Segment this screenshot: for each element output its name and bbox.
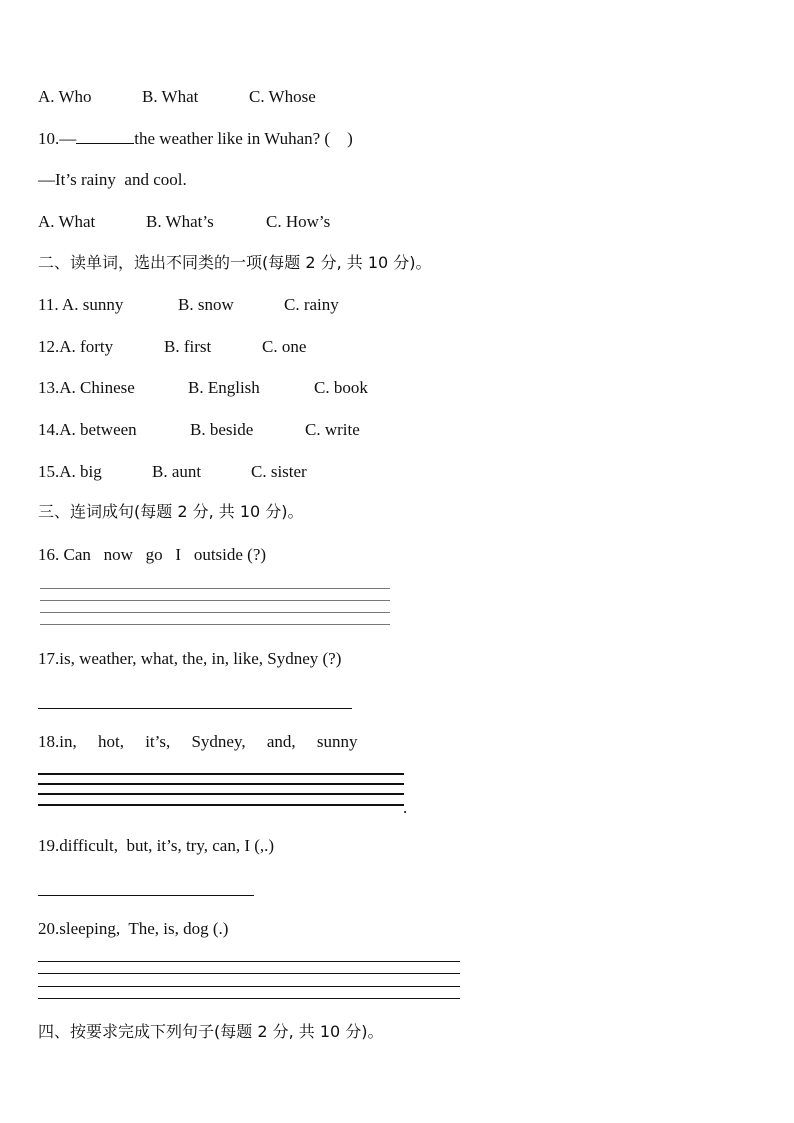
q18-answer-line-4 — [38, 804, 404, 806]
q15-option-b: B. aunt — [152, 462, 202, 481]
q10-blank — [76, 129, 134, 144]
q12 — [38, 337, 358, 357]
section3-heading: 三、连词成句(每题 2 分, 共 10 分)。 — [38, 502, 304, 521]
q16: 16. Can now go I outside (?) — [38, 545, 267, 564]
q9-option-a: A. Who — [38, 87, 92, 106]
q13 — [38, 378, 398, 398]
q10-question — [38, 129, 353, 149]
q10-number: 10.— — [38, 129, 77, 148]
q15-option-c: C. sister — [251, 462, 307, 481]
q12-option-a: 12.A. forty — [38, 337, 114, 356]
q16-answer-line-3 — [40, 612, 390, 613]
q14-option-a: 14.A. between — [38, 420, 137, 439]
q16-answer-line-2 — [40, 600, 390, 601]
q9-option-b: B. What — [142, 87, 199, 106]
section4-heading: 四、按要求完成下列句子(每题 2 分, 共 10 分)。 — [38, 1022, 384, 1041]
q15-option-a: 15.A. big — [38, 462, 102, 481]
q17: 17.is, weather, what, the, in, like, Sydney (?) — [38, 649, 342, 668]
q15 — [38, 462, 358, 482]
q19-answer-line — [38, 895, 254, 896]
q10-option-c: C. How’s — [266, 212, 331, 231]
q17-answer-line — [38, 708, 352, 709]
q20-answer-line-3 — [38, 986, 460, 987]
q10-option-a: A. What — [38, 212, 96, 231]
q16-answer-line-4 — [40, 624, 390, 625]
q11-option-b: B. snow — [178, 295, 234, 314]
q11-option-c: C. rainy — [284, 295, 339, 314]
q19: 19.difficult, but, it’s, try, can, I (,.) — [38, 836, 275, 855]
q20-answer-line-2 — [38, 973, 460, 974]
q10-options — [38, 212, 358, 232]
q10-option-b: B. What’s — [146, 212, 214, 231]
q9-options — [38, 87, 358, 107]
q14-option-b: B. beside — [190, 420, 254, 439]
q20-answer-line-4 — [38, 998, 460, 999]
q13-option-a: 13.A. Chinese — [38, 378, 135, 397]
q11-option-a: 11. A. sunny — [38, 295, 124, 314]
q18-answer-line-2 — [38, 783, 404, 785]
q18: 18.in, hot, it’s, Sydney, and, sunny — [38, 732, 358, 751]
q9-option-c: C. Whose — [249, 87, 316, 106]
q14-option-c: C. write — [305, 420, 360, 439]
q16-answer-line-1 — [40, 588, 390, 589]
q12-option-c: C. one — [262, 337, 307, 356]
q18-answer-line-1 — [38, 773, 404, 775]
q18-answer-line-3 — [38, 793, 404, 795]
q11 — [38, 295, 358, 315]
q20: 20.sleeping, The, is, dog (.) — [38, 919, 229, 938]
q10-text: the weather like in Wuhan? ( ) — [134, 129, 353, 148]
q20-answer-line-1 — [38, 961, 460, 962]
q13-option-c: C. book — [314, 378, 368, 397]
section2-heading: 二、读单词，选出不同类的一项(每题 2 分, 共 10 分)。 — [38, 253, 432, 272]
q14 — [38, 420, 398, 440]
q18-end-mark: . — [403, 798, 408, 817]
q10-answer-line: —It’s rainy and cool. — [38, 170, 187, 189]
q12-option-b: B. first — [164, 337, 212, 356]
q13-option-b: B. English — [188, 378, 260, 397]
